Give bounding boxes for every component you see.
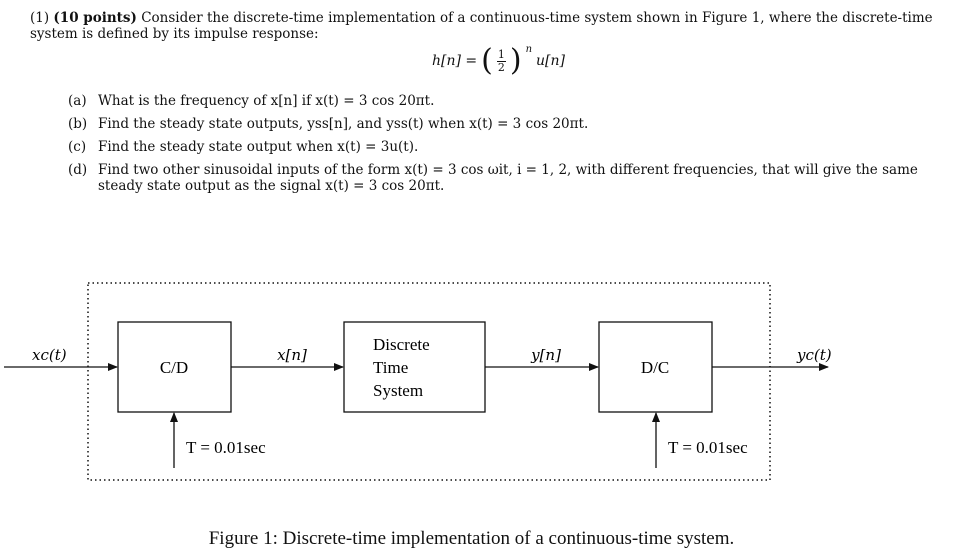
cd-label: C/D bbox=[159, 358, 189, 377]
part-text: Find the steady state outputs, yss[n], and yss(t) when x(t) = 3 cos 20πt. bbox=[98, 116, 589, 132]
question-parts bbox=[68, 93, 942, 194]
xn-label: x[n] bbox=[277, 346, 307, 364]
impulse-response-equation: h[n] = ( $\frac{1}{2}$ ) n u[n] bbox=[432, 43, 565, 78]
dt-label-line2: Time bbox=[373, 358, 409, 377]
equation-lhs: h[n] = bbox=[432, 53, 478, 69]
yn-label: y[n] bbox=[531, 346, 561, 364]
part-text: Find the steady state output when x(t) = 3u(t). bbox=[98, 139, 419, 155]
part-b bbox=[68, 116, 942, 132]
part-a bbox=[68, 93, 942, 109]
fraction-numerator: 1 bbox=[497, 47, 505, 61]
sampling-label-left: T = 0.01sec bbox=[186, 438, 266, 457]
dt-label-line1: Discrete bbox=[373, 335, 430, 354]
part-label: (d) bbox=[68, 162, 88, 178]
part-label: (b) bbox=[68, 116, 88, 132]
problem-number: (1) bbox=[30, 10, 50, 26]
problem-statement bbox=[30, 10, 950, 42]
dc-label: D/C bbox=[640, 358, 670, 377]
output-label: yc(t) bbox=[797, 346, 832, 364]
sampling-label-right: T = 0.01sec bbox=[668, 438, 748, 457]
part-c bbox=[68, 139, 942, 155]
figure-caption: Figure 1: Discrete-time implementation of a continuous-time system. bbox=[208, 528, 735, 549]
equation-rhs: u[n] bbox=[536, 53, 565, 69]
equation-fraction bbox=[497, 49, 506, 74]
part-label: (a) bbox=[68, 93, 87, 109]
part-text: Find two other sinusoidal inputs of the form x(t) = 3 cos ωit, i = 1, 2, with different frequencies, that will give the same steady state output as the signal x(t) = 3 cos 20πt. bbox=[98, 162, 918, 194]
part-d bbox=[68, 162, 942, 194]
input-label: xc(t) bbox=[32, 346, 67, 364]
dt-label-line3: System bbox=[373, 381, 424, 400]
block-diagram bbox=[0, 270, 976, 520]
fraction-denominator: 2 bbox=[497, 60, 505, 74]
part-text: What is the frequency of x[n] if x(t) = 3 cos 20πt. bbox=[98, 93, 435, 109]
equation-exponent: n bbox=[525, 43, 533, 55]
problem-intro: Consider the discrete-time implementation of a continuous-time system shown in Figure 1, where the discrete-time system is defined by its impulse response: bbox=[30, 10, 933, 42]
problem-points: (10 points) bbox=[53, 10, 137, 26]
part-label: (c) bbox=[68, 139, 87, 155]
